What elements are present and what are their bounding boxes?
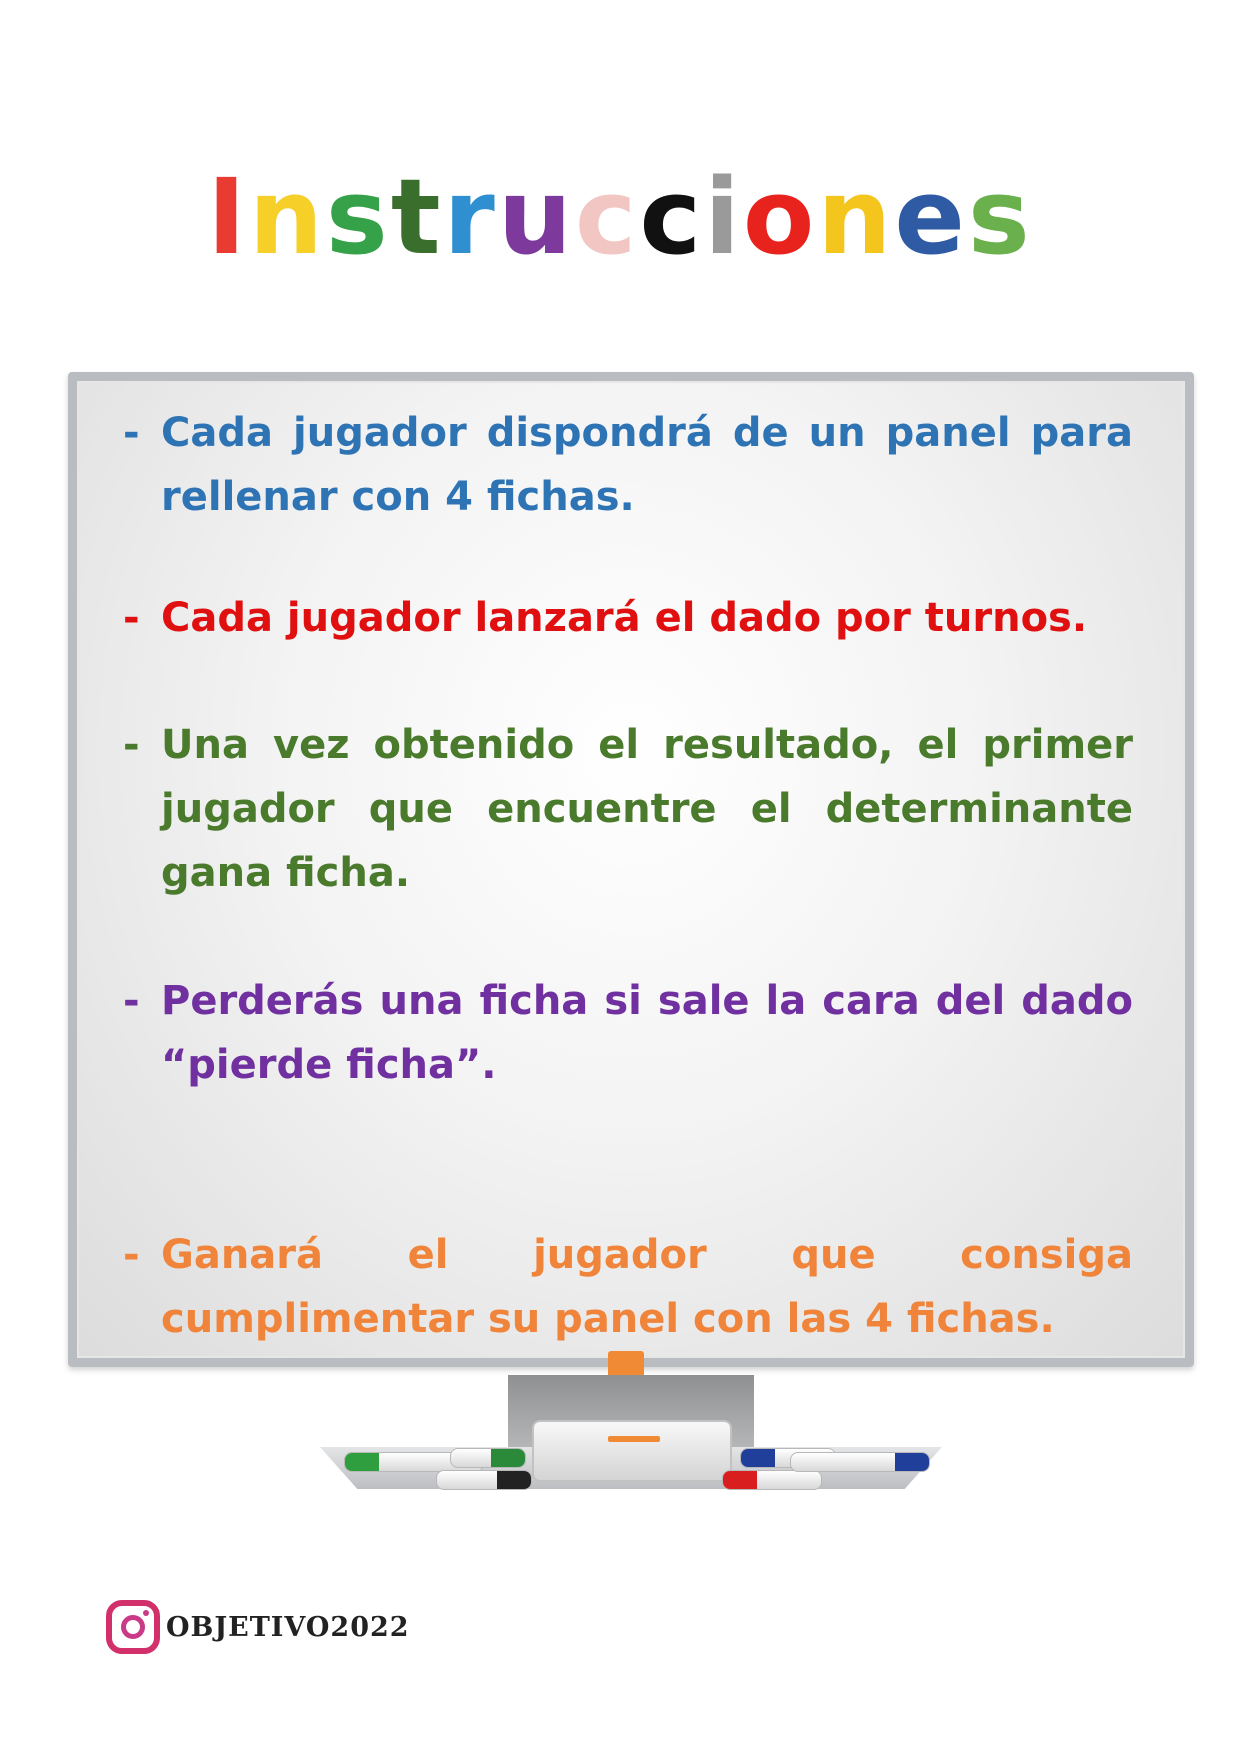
instruction-text: Cada jugador lanzará el dado por turnos. — [161, 595, 1088, 641]
marker-cap — [497, 1471, 531, 1489]
title-letter: e — [894, 156, 968, 278]
instruction-item — [123, 1223, 1133, 1351]
instruction-dash: - — [123, 978, 140, 1024]
instruction-text: Perderás una ficha si sale la cara del dado “pierde ficha”. — [161, 978, 1133, 1088]
title-letter: n — [248, 156, 326, 278]
footer-credit — [106, 1598, 410, 1656]
instruction-item — [123, 713, 1133, 905]
title-letter: r — [443, 156, 498, 278]
instruction-dash: - — [123, 410, 140, 456]
marker-icon — [436, 1470, 532, 1490]
instagram-handle: OBJETIVO2022 — [166, 1611, 410, 1643]
title-letter: t — [390, 156, 444, 278]
marker-cap — [741, 1449, 775, 1467]
instruction-dash: - — [123, 1232, 140, 1278]
title-letter: s — [325, 156, 391, 278]
marker-icon — [790, 1452, 930, 1472]
title-letter: o — [742, 156, 818, 278]
marker-cap — [491, 1449, 525, 1467]
marker-icon — [722, 1470, 822, 1490]
instruction-text: Una vez obtenido el resultado, el primer jugador que encuentre el determinante gana ficha. — [161, 722, 1133, 896]
title-letter: i — [704, 156, 743, 278]
title-letter: u — [497, 156, 575, 278]
eraser-icon — [532, 1420, 732, 1482]
marker-cap — [895, 1453, 929, 1471]
title-letter: n — [817, 156, 895, 278]
instruction-text: Cada jugador dispondrá de un panel para rellenar con 4 fichas. — [161, 410, 1133, 520]
title-letter: I — [207, 156, 249, 278]
marker-icon — [450, 1448, 526, 1468]
title-letter: c — [574, 156, 640, 278]
instruction-dash: - — [123, 722, 140, 768]
title-letter: c — [639, 156, 705, 278]
instruction-item — [123, 586, 1133, 650]
instruction-dash: - — [123, 595, 140, 641]
whiteboard — [68, 372, 1194, 1367]
instagram-icon-dot — [143, 1610, 149, 1616]
marker-cap — [345, 1453, 379, 1471]
instruction-text: Ganará el jugador que consiga cumplimentar su panel con las 4 fichas. — [161, 1232, 1133, 1342]
whiteboard-logo-tab — [608, 1351, 644, 1377]
page-title — [0, 156, 1240, 278]
title-letter: s — [967, 156, 1033, 278]
instruction-item — [123, 969, 1133, 1097]
instagram-icon — [106, 1600, 160, 1654]
instruction-item — [123, 401, 1133, 529]
marker-cap — [723, 1471, 757, 1489]
eraser-stripe — [608, 1436, 660, 1442]
